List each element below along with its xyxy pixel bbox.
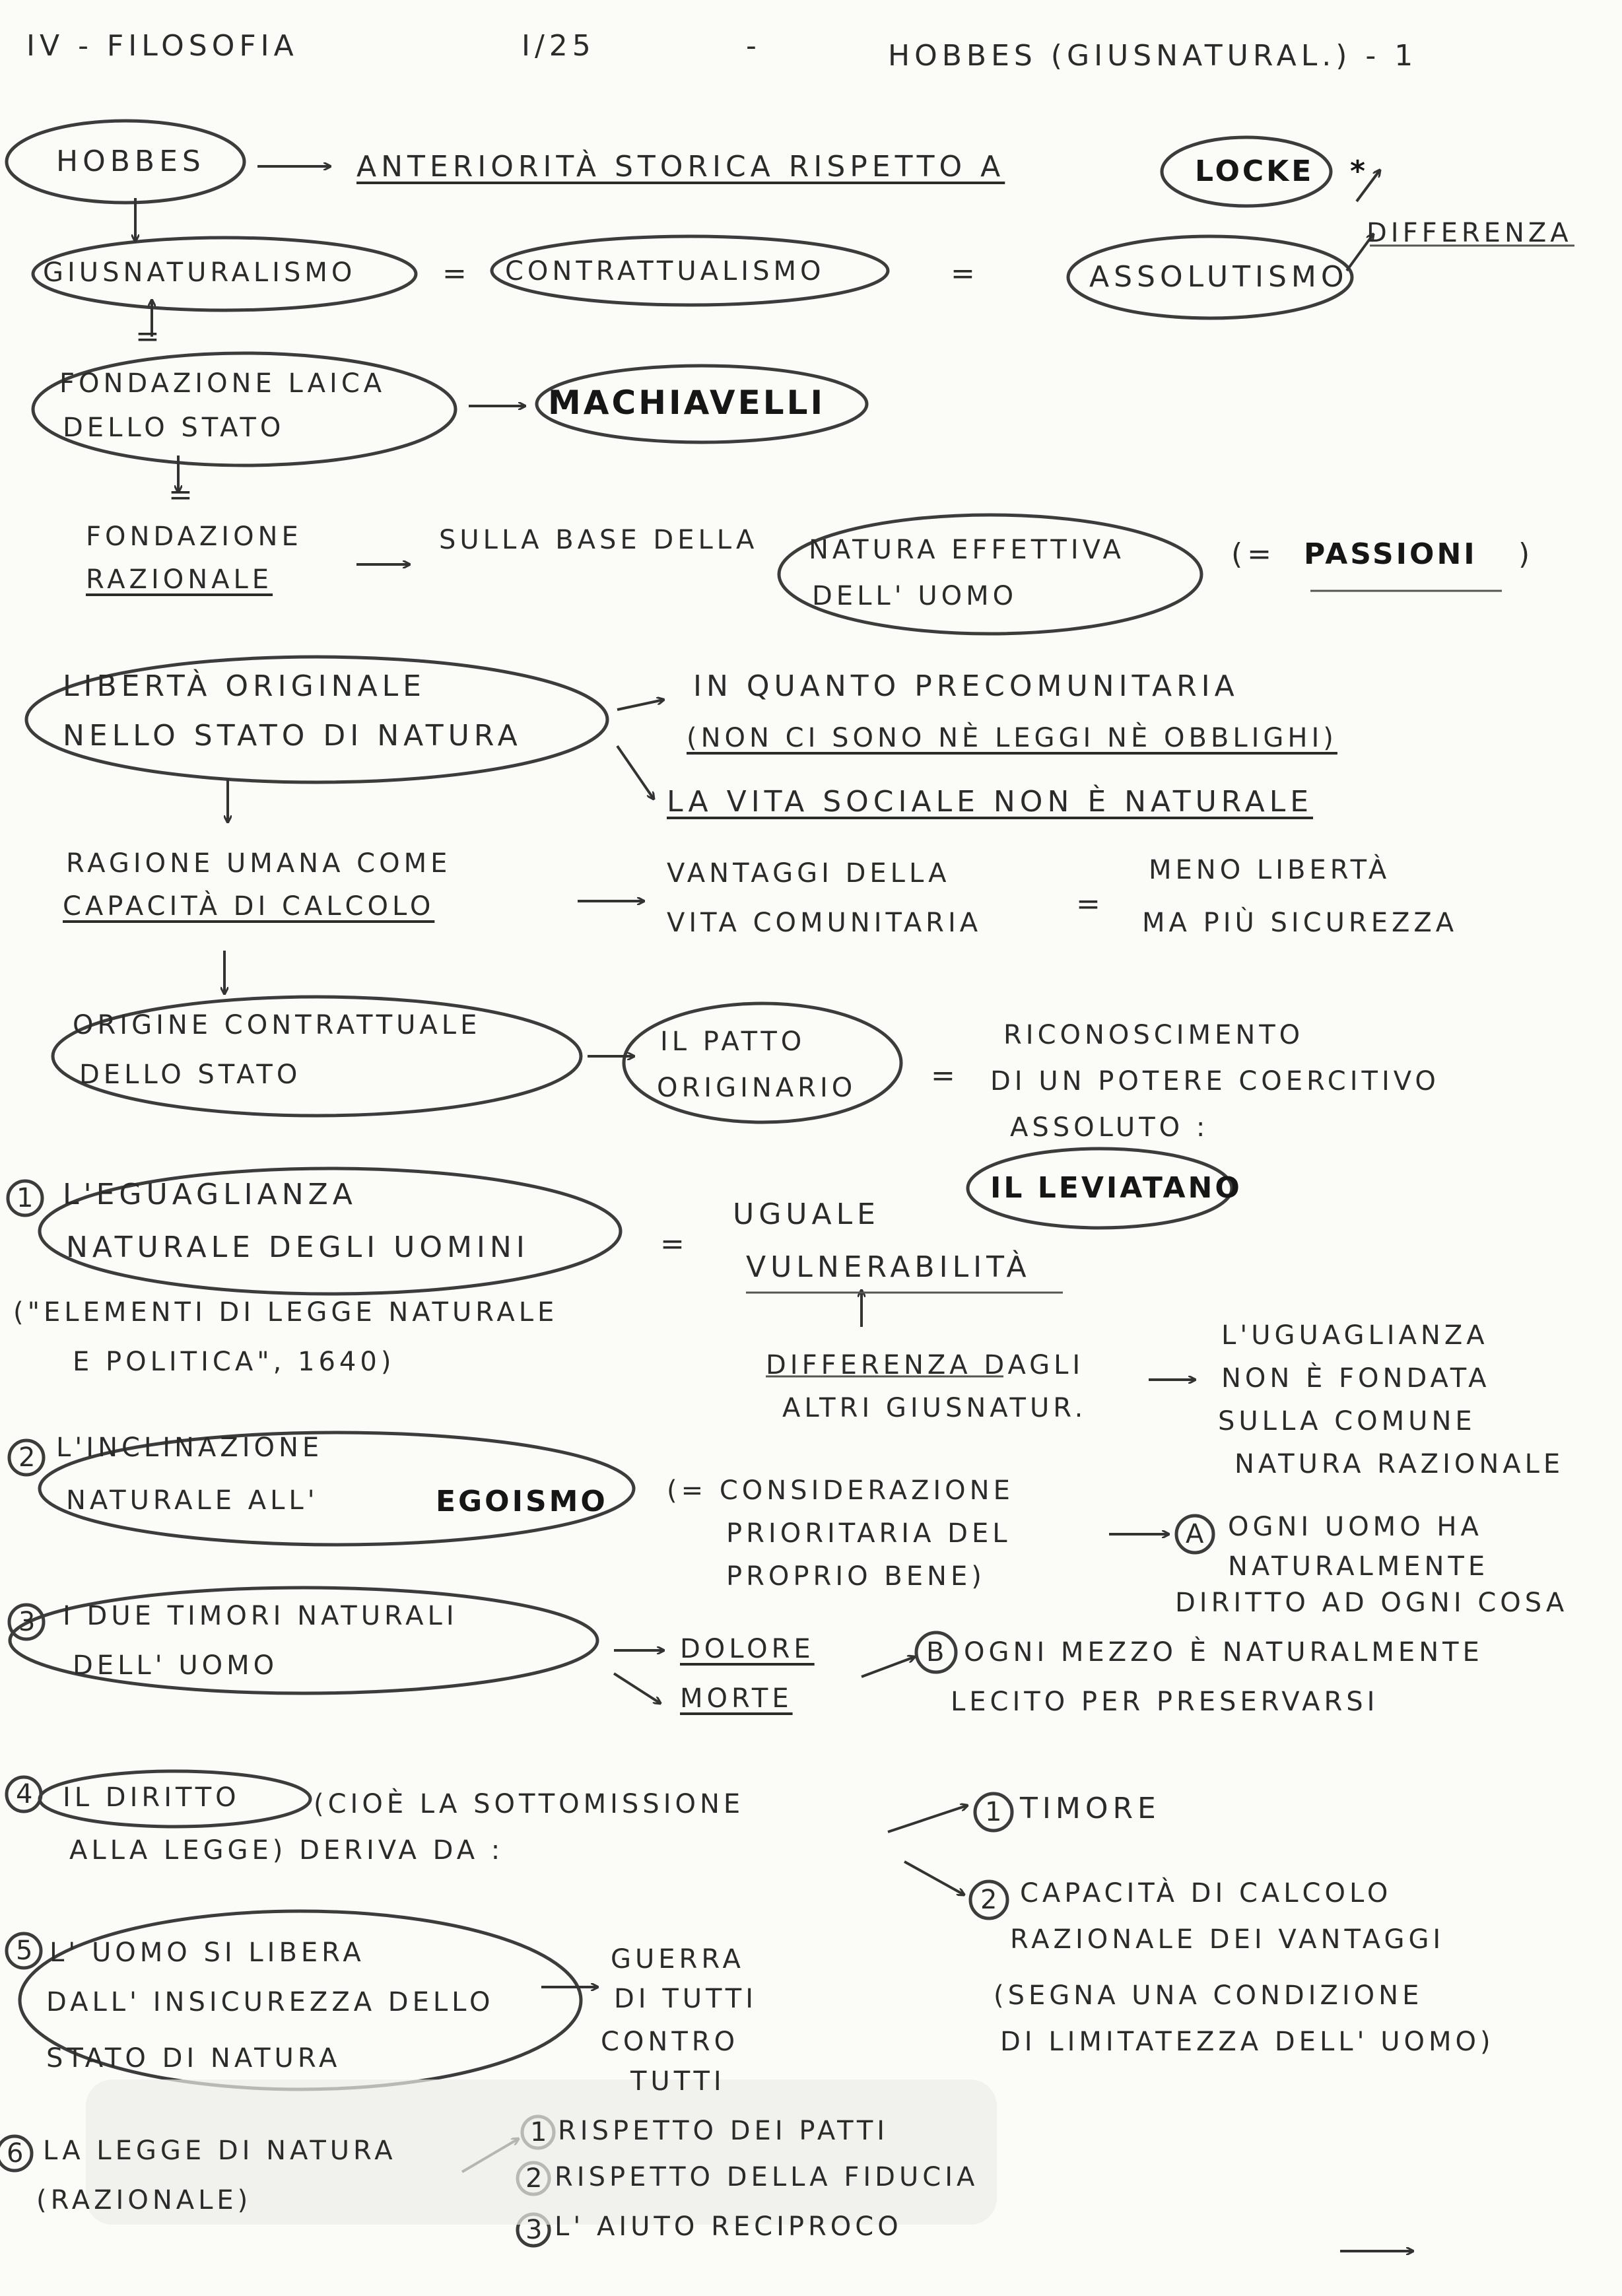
riconoscimento-2: DI UN POTERE COERCITIVO [990, 1066, 1440, 1097]
morte-label: MORTE [680, 1683, 793, 1714]
uguaglianza-3: SULLA COMUNE [1218, 1406, 1476, 1436]
equals-3: = [135, 320, 164, 353]
item3-number: 3 [18, 1607, 36, 1637]
contrattualismo-label: CONTRATTUALISMO [505, 256, 825, 287]
header-page: I/25 [522, 29, 595, 63]
arrow-dolore-b [862, 1657, 914, 1677]
guerra-2: DI TUTTI [614, 1984, 757, 2014]
paren-open: (= [1231, 537, 1277, 571]
legge-natura-2: (RAZIONALE) [36, 2185, 252, 2215]
vantaggi-2: VITA COMUNITARIA [667, 908, 982, 938]
timore-label: TIMORE [1020, 1792, 1161, 1825]
capacita-1: CAPACITÀ DI CALCOLO [1020, 1878, 1392, 1908]
fondazione-razionale-2: RAZIONALE [86, 564, 273, 595]
rispetto-patti: RISPETTO DEI PATTI [558, 2116, 889, 2146]
alla-legge-label: ALLA LEGGE) DERIVA DA : [69, 1835, 504, 1866]
machiavelli-label: MACHIAVELLI [548, 384, 826, 422]
equals-1: = [442, 257, 471, 290]
item3-b-number: B [926, 1637, 945, 1668]
fondazione-laica-1: FONDAZIONE LAICA [59, 368, 386, 399]
liberta-2: NELLO STATO DI NATURA [63, 719, 522, 753]
source-2: E POLITICA", 1640) [73, 1347, 395, 1377]
considerazione-2: PRIORITARIA DEL [726, 1518, 1011, 1549]
il-diritto-label: IL DIRITTO [63, 1782, 240, 1813]
capacita-2: RAZIONALE DEI VANTAGGI [1010, 1924, 1445, 1955]
inclinazione-2: NATURALE ALL' [66, 1485, 319, 1516]
ogni-uomo-1: OGNI UOMO HA [1228, 1512, 1483, 1542]
arrow-deriva-capacita [904, 1862, 964, 1895]
leviatano-label: IL LEVIATANO [990, 1171, 1242, 1205]
eguaglianza-1: L'EGUAGLIANZA [63, 1178, 357, 1211]
star-mark: * [1350, 154, 1369, 188]
uomo-libera-2: DALL' INSICUREZZA DELLO [46, 1987, 494, 2017]
cioe-label: (CIOÈ LA SOTTOMISSIONE [314, 1789, 745, 1819]
meno-liberta-2: MA PIÙ SICUREZZA [1142, 908, 1458, 938]
giusnaturalismo-label: GIUSNATURALISMO [43, 257, 356, 288]
ogni-uomo-3: DIRITTO AD OGNI COSA [1175, 1588, 1569, 1618]
rispetto-2-number: 2 [525, 2163, 543, 2194]
vita-sociale-label: LA VITA SOCIALE NON È NATURALE [667, 785, 1314, 819]
timori-2: DELL' UOMO [73, 1650, 279, 1681]
rispetto-3-number: 3 [525, 2215, 543, 2245]
differenza-dagli-2: ALTRI GIUSNATUR. [782, 1393, 1087, 1423]
meno-liberta-1: MENO LIBERTÀ [1149, 855, 1391, 885]
origine-1: ORIGINE CONTRATTUALE [73, 1010, 481, 1040]
uguaglianza-2: NON È FONDATA [1221, 1363, 1491, 1394]
fondazione-laica-2: DELLO STATO [63, 413, 285, 443]
natura-effettiva-2: DELL' UOMO [812, 581, 1018, 611]
item2-number: 2 [18, 1442, 36, 1473]
arrow-liberta-inquanto [617, 700, 663, 710]
patto-2: ORIGINARIO [657, 1073, 857, 1103]
item4-number: 4 [16, 1779, 33, 1809]
uguaglianza-1: L'UGUAGLIANZA [1221, 1320, 1489, 1351]
considerazione-1: (= CONSIDERAZIONE [667, 1475, 1014, 1506]
header-subject: IV - FILOSOFIA [26, 29, 298, 63]
equals-7: = [931, 1059, 960, 1093]
differenza-dagli-1: DIFFERENZA DAGLI [766, 1350, 1085, 1380]
passioni-label: PASSIONI [1304, 537, 1477, 571]
item6-number: 6 [7, 2138, 24, 2169]
segna-1: (SEGNA UNA CONDIZIONE [994, 1980, 1423, 2011]
natura-effettiva-1: NATURA EFFETTIVA [809, 535, 1125, 565]
segna-2: DI LIMITATEZZA DELL' UOMO) [1000, 2027, 1495, 2057]
aiuto-reciproco: L' AIUTO RECIPROCO [555, 2212, 902, 2242]
vantaggi-1: VANTAGGI DELLA [667, 858, 951, 889]
hobbes-label: HOBBES [56, 145, 205, 178]
dolore-label: DOLORE [680, 1634, 815, 1664]
guerra-3: CONTRO [601, 2027, 739, 2057]
item5-number: 5 [16, 1936, 33, 1966]
uguaglianza-4: NATURA RAZIONALE [1234, 1449, 1565, 1479]
fondazione-razionale-1: FONDAZIONE [86, 522, 302, 552]
paren-close: ) [1518, 537, 1535, 571]
item2-a-number: A [1186, 1519, 1204, 1549]
timore-number: 1 [985, 1797, 1002, 1827]
guerra-1: GUERRA [611, 1944, 745, 1975]
non-ci-sono-label: (NON CI SONO NÈ LEGGI NÈ OBBLIGHI) [687, 723, 1337, 753]
patto-1: IL PATTO [660, 1027, 806, 1057]
arrow-timori-morte [614, 1673, 660, 1703]
equals-2: = [951, 257, 980, 290]
uguale-label: UGUALE [733, 1198, 880, 1231]
arrow-liberta-vita [617, 746, 654, 799]
inclinazione-1: L'INCLINAZIONE [56, 1433, 323, 1463]
header-title: HOBBES (GIUSNATURAL.) - 1 [888, 39, 1418, 73]
assolutismo-label: ASSOLUTISMO [1089, 260, 1349, 294]
ogni-mezzo-1: OGNI MEZZO È NATURALMENTE [964, 1637, 1483, 1668]
egoismo-label: EGOISMO [436, 1485, 608, 1518]
source-1: ("ELEMENTI DI LEGGE NATURALE [13, 1297, 558, 1328]
uomo-libera-1: L' UOMO SI LIBERA [50, 1938, 365, 1968]
guerra-4: TUTTI [630, 2066, 726, 2097]
eguaglianza-2: NATURALE DEGLI UOMINI [66, 1231, 529, 1264]
equals-4: = [168, 478, 197, 512]
header-dash: - [746, 29, 761, 63]
equals-item1: = [660, 1227, 689, 1261]
rispetto-1-number: 1 [530, 2117, 547, 2147]
ragione-1: RAGIONE UMANA COME [66, 848, 452, 879]
anteriorita-label: ANTERIORITÀ STORICA RISPETTO A [356, 150, 1005, 184]
rispetto-fiducia: RISPETTO DELLA FIDUCIA [555, 2162, 979, 2192]
item1-number: 1 [17, 1183, 34, 1213]
arrow-deriva-timore [888, 1806, 967, 1832]
differenza-label: DIFFERENZA [1367, 218, 1572, 248]
ogni-uomo-2: NATURALMENTE [1228, 1551, 1489, 1582]
in-quanto-label: IN QUANTO PRECOMUNITARIA [693, 669, 1239, 703]
origine-2: DELLO STATO [79, 1060, 302, 1090]
ogni-mezzo-2: LECITO PER PRESERVARSI [951, 1687, 1379, 1717]
liberta-1: LIBERTÀ ORIGINALE [63, 669, 426, 703]
riconoscimento-3: ASSOLUTO : [1010, 1112, 1209, 1143]
considerazione-3: PROPRIO BENE) [726, 1561, 986, 1592]
vulnerabilita-label: VULNERABILITÀ [746, 1250, 1031, 1284]
sulla-base-label: SULLA BASE DELLA [439, 525, 759, 555]
equals-6: = [1076, 887, 1105, 921]
capacita-number: 2 [980, 1885, 997, 1915]
uomo-libera-3: STATO DI NATURA [46, 2043, 341, 2074]
riconoscimento-1: RICONOSCIMENTO [1003, 1020, 1304, 1050]
legge-natura-1: LA LEGGE DI NATURA [43, 2136, 397, 2166]
locke-label: LOCKE [1195, 154, 1314, 188]
ragione-2: CAPACITÀ DI CALCOLO [63, 891, 435, 922]
timori-1: I DUE TIMORI NATURALI [63, 1601, 458, 1631]
